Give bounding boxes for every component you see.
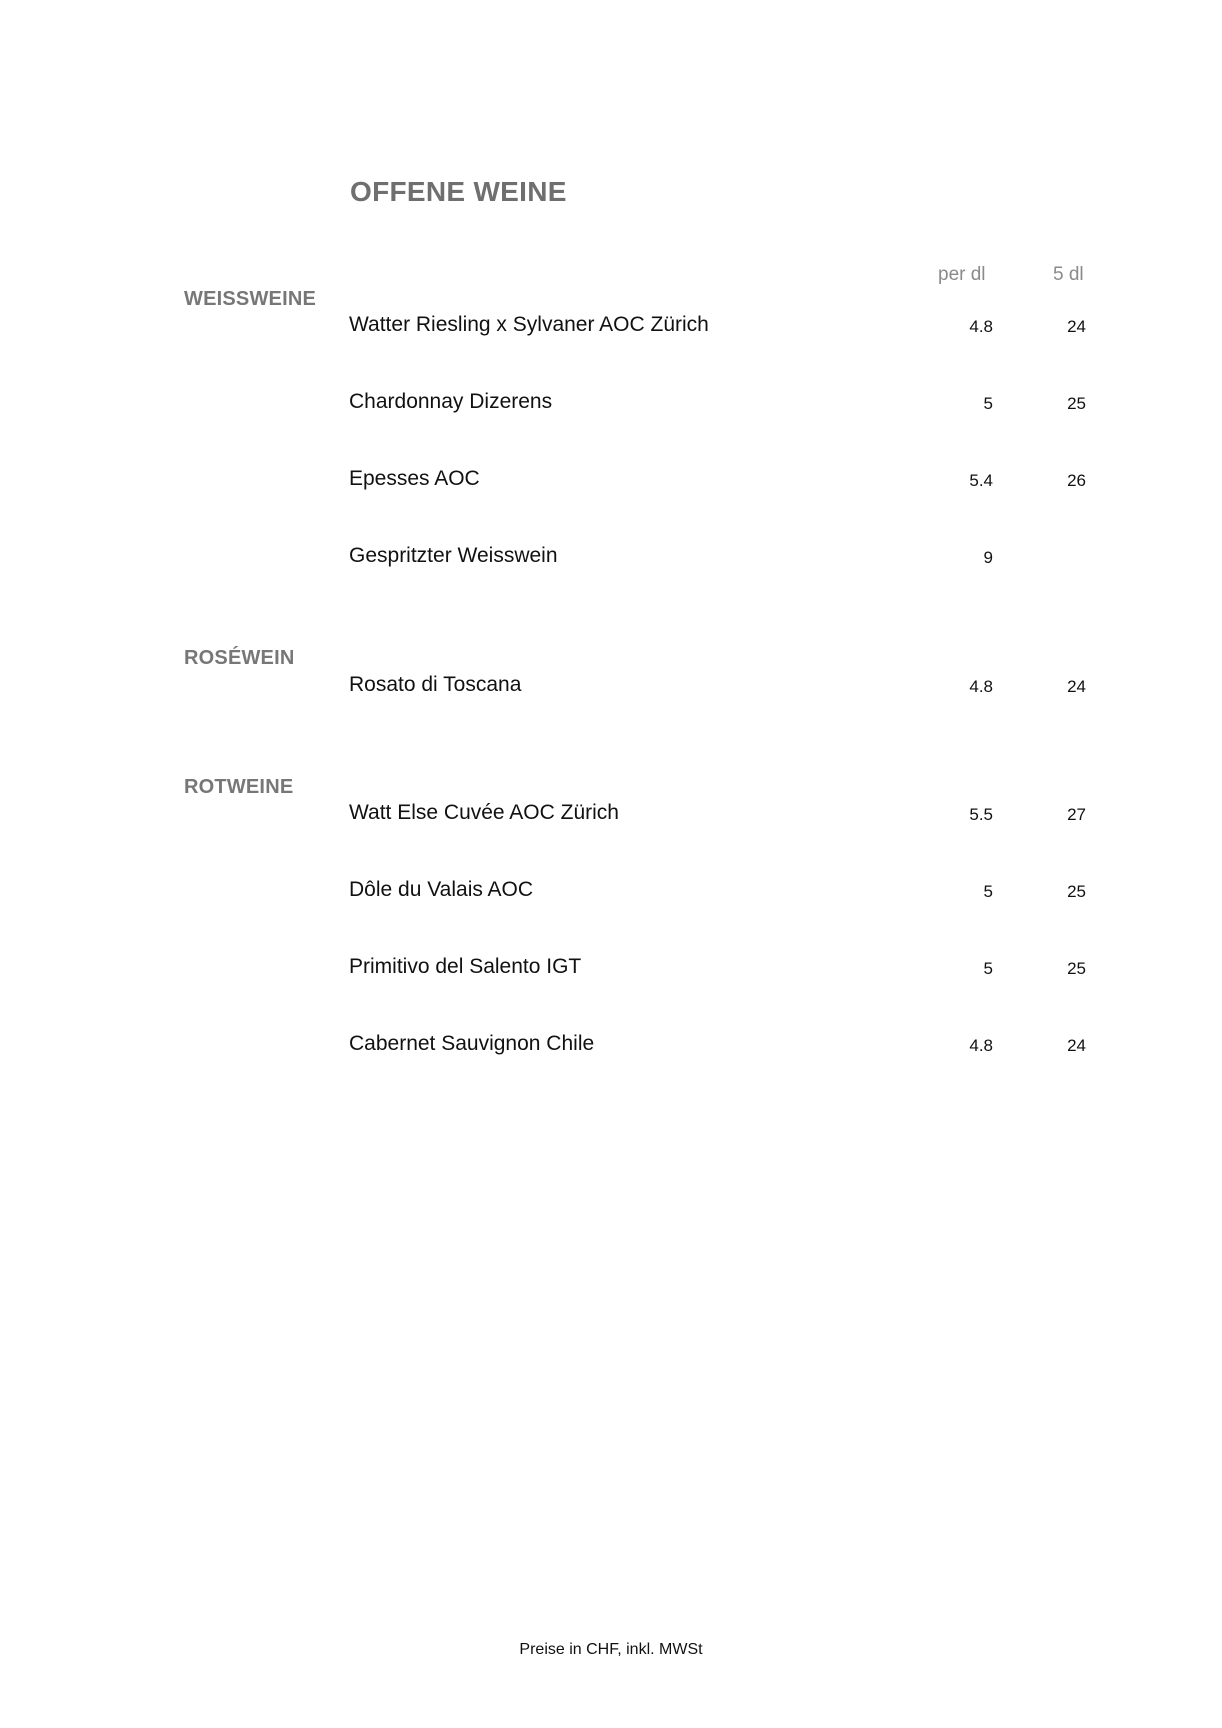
price-5-dl: 26	[1067, 471, 1086, 490]
wine-name: Cabernet Sauvignon Chile	[349, 1032, 595, 1055]
price-5-dl: 27	[1067, 805, 1086, 824]
wine-name: Rosato di Toscana	[349, 673, 522, 696]
price-per-dl: 5	[983, 959, 993, 978]
wine-row	[0, 796, 1222, 830]
wine-row	[0, 308, 1222, 342]
price-per-dl: 4.8	[969, 677, 993, 696]
wine-name: Dôle du Valais AOC	[349, 878, 534, 901]
price-5-dl: 24	[1067, 1036, 1086, 1055]
price-per-dl: 4.8	[969, 317, 993, 336]
price-per-dl: 5	[983, 394, 993, 413]
wine-row	[0, 668, 1222, 702]
price-5-dl: 25	[1067, 882, 1086, 901]
wine-name: Gespritzter Weisswein	[349, 544, 558, 567]
wine-row	[0, 462, 1222, 496]
wine-row	[0, 873, 1222, 907]
column-header-5-dl: 5 dl	[1053, 264, 1084, 285]
price-5-dl: 24	[1067, 317, 1086, 336]
price-per-dl: 5.4	[969, 471, 993, 490]
wine-name: Epesses AOC	[349, 467, 480, 490]
wine-name: Chardonnay Dizerens	[349, 390, 553, 413]
wine-row	[0, 385, 1222, 419]
section-title-weissweine: WEISSWEINE	[184, 288, 317, 310]
wine-row	[0, 539, 1222, 573]
price-per-dl: 5	[983, 882, 993, 901]
footer-note: Preise in CHF, inkl. MWSt	[519, 1641, 703, 1658]
wine-name: Primitivo del Salento IGT	[349, 955, 582, 978]
section-title-rosewein: ROSÉWEIN	[184, 647, 295, 669]
price-5-dl: 25	[1067, 394, 1086, 413]
wine-row	[0, 950, 1222, 984]
price-per-dl: 9	[983, 548, 993, 567]
price-5-dl: 24	[1067, 677, 1086, 696]
wine-row	[0, 1027, 1222, 1061]
section-title-rotweine: ROTWEINE	[184, 776, 294, 798]
price-5-dl: 25	[1067, 959, 1086, 978]
wine-name: Watt Else Cuvée AOC Zürich	[349, 801, 619, 824]
page-title: OFFENE WEINE	[350, 176, 567, 207]
wine-name: Watter Riesling x Sylvaner AOC Zürich	[349, 313, 709, 336]
price-per-dl: 5.5	[969, 805, 993, 824]
column-header-per-dl: per dl	[938, 264, 986, 285]
price-per-dl: 4.8	[969, 1036, 993, 1055]
